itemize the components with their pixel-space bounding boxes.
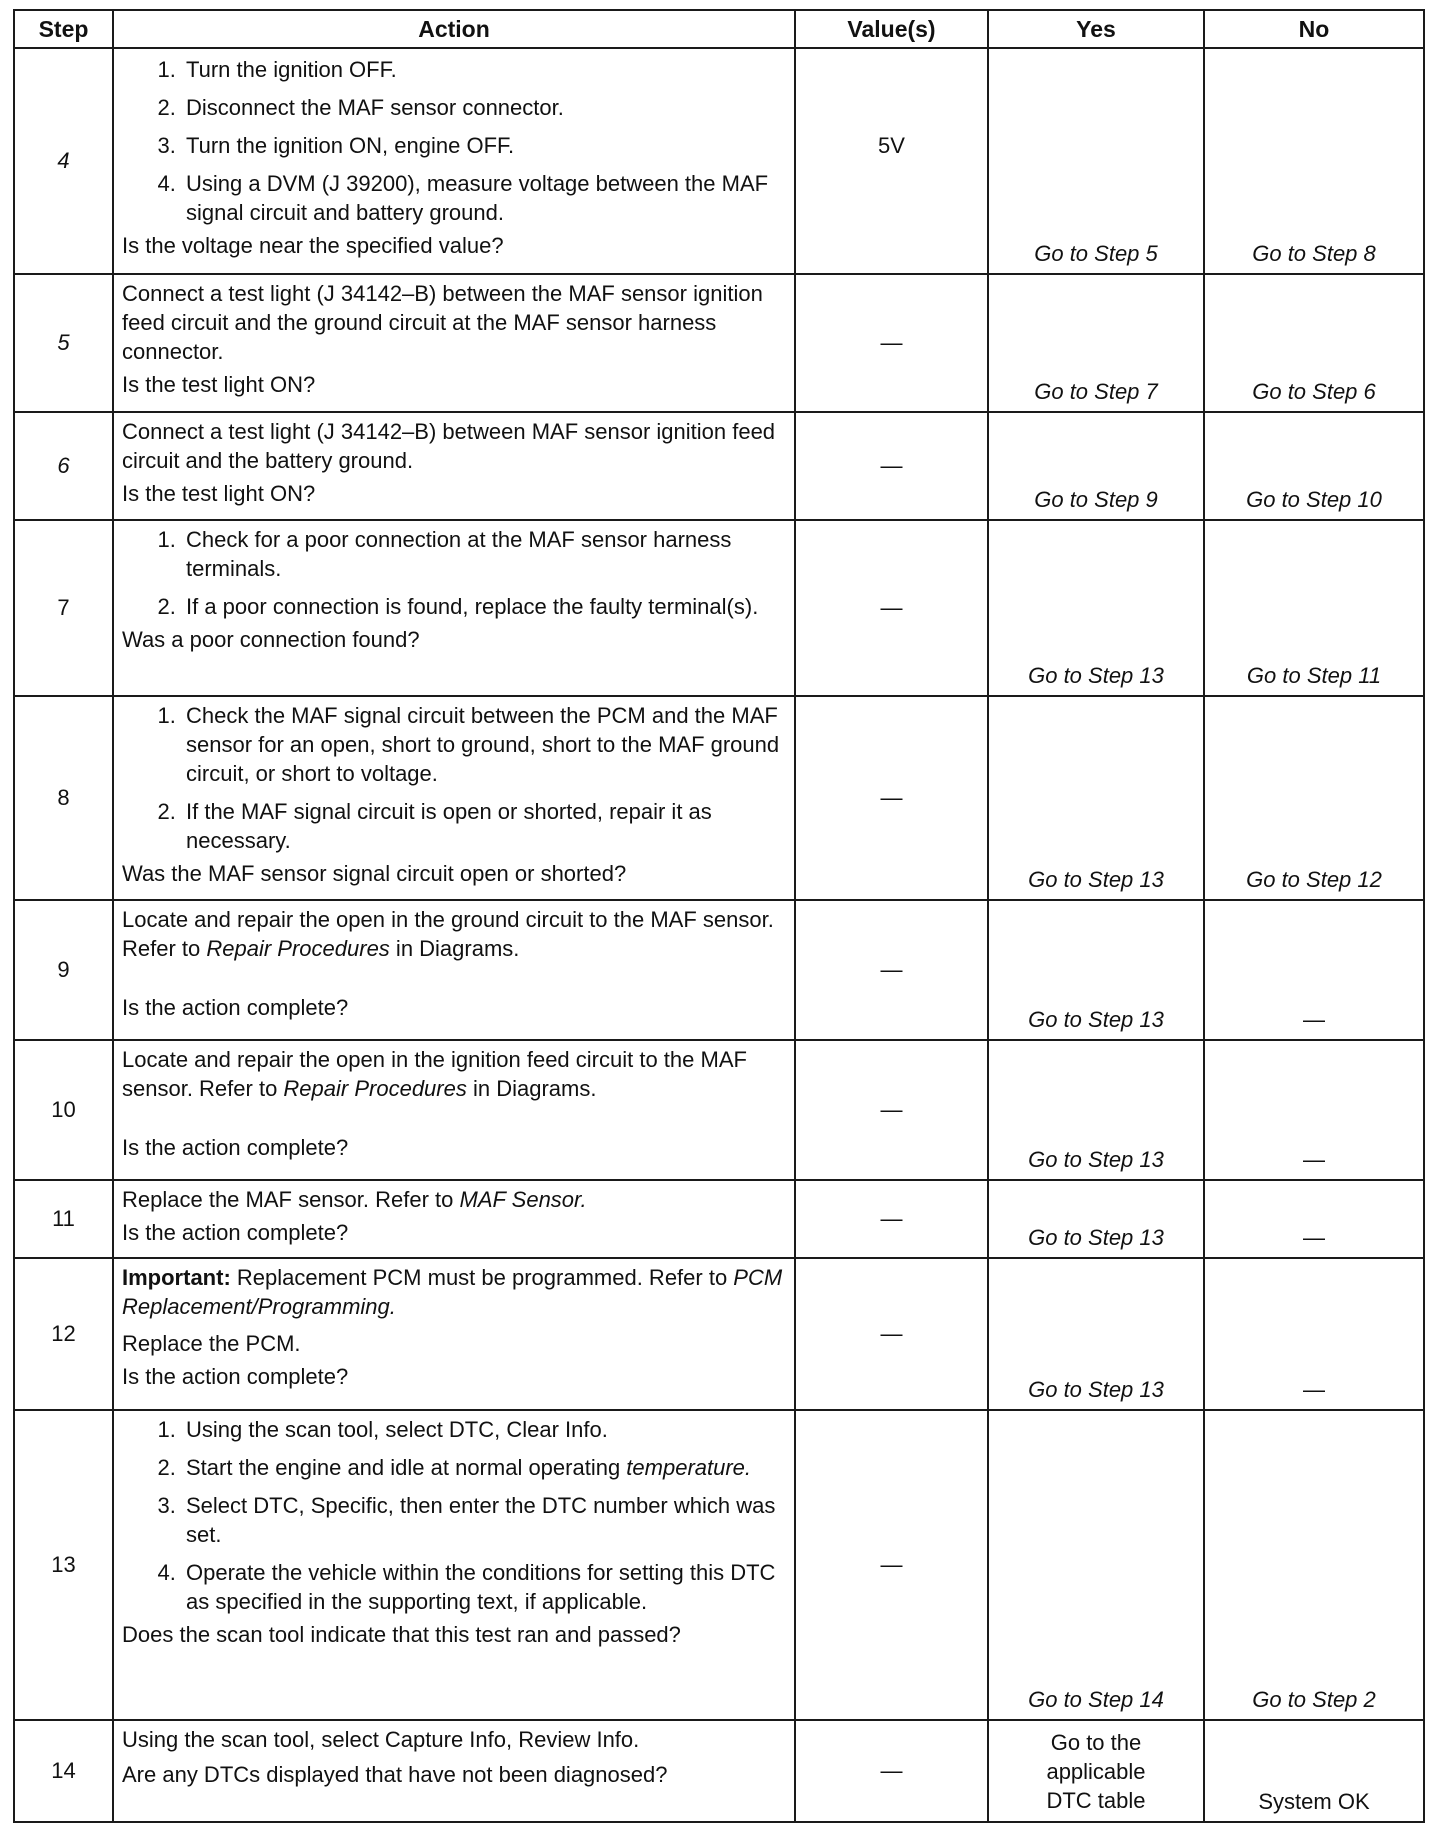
action-text — [122, 1185, 788, 1214]
table-row-step-5 — [14, 274, 1424, 412]
action-text — [122, 905, 788, 963]
yes-outcome — [988, 1720, 1204, 1822]
value-cell: 5V — [795, 48, 988, 274]
action-text: Connect a test light (J 34142–B) between MAF sensor ignition feed circuit and the battery ground. — [122, 419, 776, 473]
no-outcome: System OK — [1204, 1720, 1424, 1822]
action-step-item: 3. Select DTC, Specific, then enter the DTC number which was set. — [182, 1491, 788, 1549]
action-cell — [113, 1180, 795, 1258]
action-cell — [113, 1410, 795, 1720]
step-number: 7 — [14, 520, 113, 696]
action-steps — [122, 701, 788, 855]
action-cell — [113, 520, 795, 696]
important-label: Important: — [122, 1265, 231, 1290]
value-cell: — — [795, 1720, 988, 1822]
action-cell — [113, 1720, 795, 1822]
action-question: Is the action complete? — [122, 995, 349, 1020]
step-number: 14 — [14, 1720, 113, 1822]
action-cell — [113, 48, 795, 274]
table-row-step-14 — [14, 1720, 1424, 1822]
action-step-text: Start the engine and idle at normal operating — [186, 1455, 627, 1480]
header-no: No — [1204, 10, 1424, 48]
yes-outcome: Go to Step 13 — [988, 900, 1204, 1040]
action-question: Is the action complete? — [122, 1135, 349, 1160]
action-question: Does the scan tool indicate that this test ran and passed? — [122, 1622, 681, 1647]
action-text — [122, 1045, 788, 1103]
action-text: Using the scan tool, select Capture Info, Review Info. — [122, 1727, 640, 1752]
action-step-item: 3. Turn the ignition ON, engine OFF. — [182, 131, 788, 160]
action-step-item: 2. Disconnect the MAF sensor connector. — [182, 93, 788, 122]
action-step-item: 2. If the MAF signal circuit is open or shorted, repair it as necessary. — [182, 797, 788, 855]
reference-link[interactable]: Repair Procedures — [206, 936, 390, 961]
value-cell: — — [795, 1040, 988, 1180]
reference-link[interactable]: PCM Replacement/Programming. — [122, 1265, 783, 1319]
no-outcome: Go to Step 6 — [1204, 274, 1424, 412]
action-text: Connect a test light (J 34142–B) between the MAF sensor ignition feed circuit and the ground circuit at the MAF sensor harness connector. — [122, 281, 763, 364]
action-cell — [113, 900, 795, 1040]
table-row-step-4 — [14, 48, 1424, 274]
header-yes: Yes — [988, 10, 1204, 48]
action-step-item: 1. Check for a poor connection at the MAF sensor harness terminals. — [182, 525, 788, 583]
table-row-step-11 — [14, 1180, 1424, 1258]
action-question: Are any DTCs displayed that have not been diagnosed? — [122, 1762, 668, 1787]
header-row — [14, 10, 1424, 48]
action-step-item: 4. Operate the vehicle within the conditions for setting this DTC as specified in the supporting text, if applicable. — [182, 1558, 788, 1616]
no-outcome: — — [1204, 1180, 1424, 1258]
action-cell — [113, 1040, 795, 1180]
header-step: Step — [14, 10, 113, 48]
yes-outcome: Go to Step 14 — [988, 1410, 1204, 1720]
table-row-step-12 — [14, 1258, 1424, 1410]
important-text: Replacement PCM must be programmed. Refer to — [230, 1265, 734, 1290]
step-number: 11 — [14, 1180, 113, 1258]
no-outcome: — — [1204, 1040, 1424, 1180]
yes-outcome-line: Go to the — [1050, 1730, 1142, 1755]
action-text-part: in Diagrams. — [389, 936, 520, 961]
action-question: Is the action complete? — [122, 1220, 349, 1245]
value-cell: — — [795, 274, 988, 412]
action-steps — [122, 1415, 788, 1616]
action-text-part: Replace the MAF sensor. Refer to — [122, 1187, 460, 1212]
action-steps — [122, 525, 788, 621]
reference-link[interactable]: Repair Procedures — [283, 1076, 467, 1101]
yes-outcome: Go to Step 13 — [988, 1258, 1204, 1410]
no-outcome: Go to Step 8 — [1204, 48, 1424, 274]
step-number: 12 — [14, 1258, 113, 1410]
action-question: Is the test light ON? — [122, 481, 316, 506]
header-action: Action — [113, 10, 795, 48]
table-row-step-7 — [14, 520, 1424, 696]
step-number: 8 — [14, 696, 113, 900]
action-text-part: in Diagrams. — [466, 1076, 597, 1101]
table-row-step-13 — [14, 1410, 1424, 1720]
table-row-step-6 — [14, 412, 1424, 520]
value-cell: — — [795, 412, 988, 520]
action-step-item: 2. If a poor connection is found, replace the faulty terminal(s). — [182, 592, 788, 621]
step-number: 6 — [14, 412, 113, 520]
value-cell: — — [795, 1258, 988, 1410]
table-row-step-9 — [14, 900, 1424, 1040]
action-step-item: 1. Using the scan tool, select DTC, Clear Info. — [182, 1415, 788, 1444]
action-step-item: 1. Check the MAF signal circuit between the PCM and the MAF sensor for an open, short to ground, short to the MAF ground circuit, or short to voltage. — [182, 701, 788, 788]
action-step-item: 4. Using a DVM (J 39200), measure voltage between the MAF signal circuit and battery ground. — [182, 169, 788, 227]
action-question: Was a poor connection found? — [122, 627, 420, 652]
action-question: Was the MAF sensor signal circuit open or shorted? — [122, 861, 627, 886]
action-question: Is the action complete? — [122, 1364, 349, 1389]
action-text-part: Locate and repair the open in the ignition feed circuit to the MAF sensor. Refer to — [122, 1047, 747, 1101]
action-text-part: Locate and repair the open in the ground circuit to the MAF sensor. Refer to — [122, 907, 774, 961]
no-outcome: Go to Step 11 — [1204, 520, 1424, 696]
reference-link[interactable]: MAF Sensor. — [459, 1187, 587, 1212]
step-number: 9 — [14, 900, 113, 1040]
diagnostic-table — [13, 9, 1425, 1823]
yes-outcome: Go to Step 9 — [988, 412, 1204, 520]
step-number: 4 — [14, 48, 113, 274]
no-outcome: Go to Step 2 — [1204, 1410, 1424, 1720]
no-outcome: Go to Step 12 — [1204, 696, 1424, 900]
yes-outcome: Go to Step 13 — [988, 1040, 1204, 1180]
action-step-emphasis: temperature. — [626, 1455, 752, 1480]
value-cell: — — [795, 520, 988, 696]
important-note — [122, 1263, 788, 1321]
action-cell — [113, 412, 795, 520]
value-cell: — — [795, 696, 988, 900]
value-cell: — — [795, 900, 988, 1040]
action-step-item: 1. Turn the ignition OFF. — [182, 55, 788, 84]
value-cell: — — [795, 1410, 988, 1720]
action-steps — [122, 53, 788, 227]
yes-outcome-line: applicable — [1046, 1759, 1146, 1784]
table-row-step-10 — [14, 1040, 1424, 1180]
yes-outcome-line: DTC table — [1046, 1788, 1146, 1813]
step-number: 10 — [14, 1040, 113, 1180]
value-cell: — — [795, 1180, 988, 1258]
table-row-step-8 — [14, 696, 1424, 900]
action-cell — [113, 1258, 795, 1410]
action-question: Is the test light ON? — [122, 372, 316, 397]
action-question: Is the voltage near the specified value? — [122, 233, 504, 258]
yes-outcome: Go to Step 13 — [988, 1180, 1204, 1258]
no-outcome: — — [1204, 900, 1424, 1040]
no-outcome: Go to Step 10 — [1204, 412, 1424, 520]
action-step-item — [182, 1453, 788, 1482]
step-number: 5 — [14, 274, 113, 412]
no-outcome: — — [1204, 1258, 1424, 1410]
action-cell — [113, 274, 795, 412]
yes-outcome: Go to Step 5 — [988, 48, 1204, 274]
header-values: Value(s) — [795, 10, 988, 48]
yes-outcome: Go to Step 13 — [988, 696, 1204, 900]
step-number: 13 — [14, 1410, 113, 1720]
action-text: Replace the PCM. — [122, 1331, 301, 1356]
yes-outcome: Go to Step 7 — [988, 274, 1204, 412]
yes-outcome: Go to Step 13 — [988, 520, 1204, 696]
action-cell — [113, 696, 795, 900]
